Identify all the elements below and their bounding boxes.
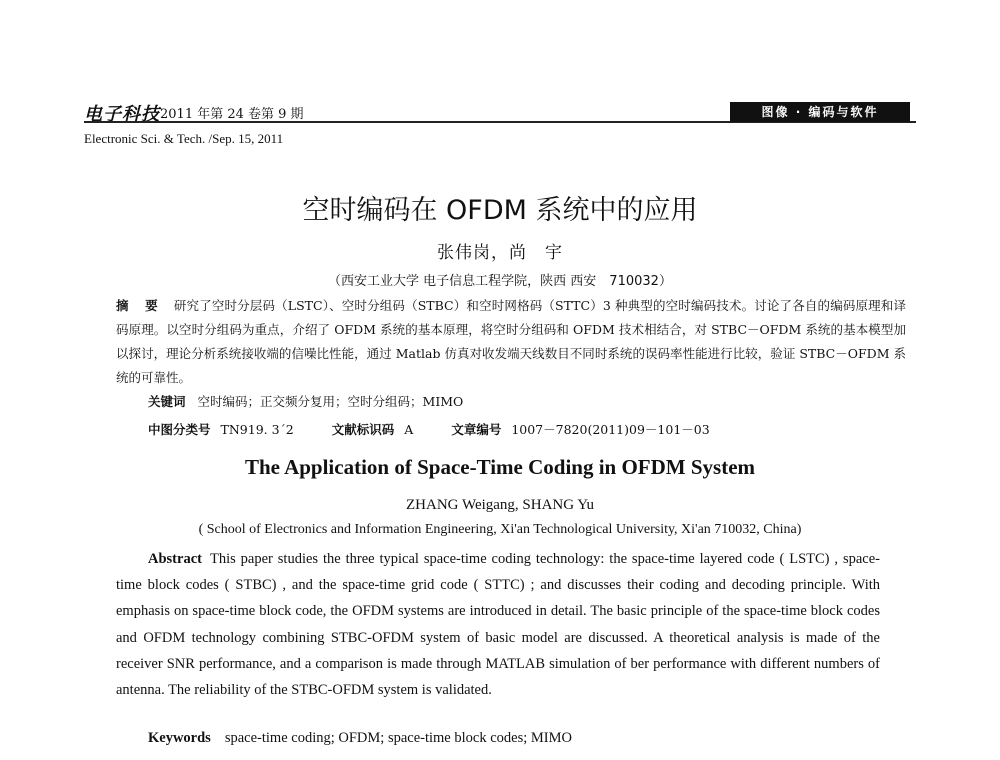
journal-english-name: Electronic Sci. & Tech. /Sep. 15, 2011	[84, 131, 284, 146]
abstract-chinese-text: 研究了空时分层码（LSTC）、空时分组码（STBC）和空时网格码（STTC）3 种典型的空时编码技术。讨论了各自的编码原理和译码原理。以空时分组码为重点，介绍了 OFDM 系统的基本原理，将空时分组码和 OFDM 技术相结合，对 STBC－OFDM 系统的基本模型加以探讨，理论分析系统接收端的信噪比性能，通过 Matlab 仿真对收发端天线数目不同时系统的误码率性能进行比较，验证 STBC－OFDM 系统的可靠性。	[116, 298, 906, 385]
abstract-english	[116, 546, 880, 703]
abstract-chinese	[116, 294, 906, 390]
affiliation-chinese: （西安工业大学 电子信息工程学院，陕西 西安 710032）	[328, 274, 672, 289]
keywords-english	[148, 730, 572, 747]
classification-line	[148, 420, 710, 438]
issue-info: 2011 年第 24 卷第 9 期	[160, 107, 304, 122]
abstract-english-text: This paper studies the three typical space-time coding technology: the space-time layered code ( LSTC) , space-time block codes ( STBC) , and the space-time grid code ( STTC) ; and discusses their coding and decoding principle. With emphasis on space-time block code, the OFDM systems are introduced in detail. The basic principle of the space-time block codes and OFDM technology combining STBC-OFDM system of basic model are discussed. A theoretical analysis is made of the receiver SNR performance, and a comparison is made through MATLAB simulation of ber performance with different numbers of antenna. The reliability of the STBC-OFDM system is validated.	[116, 551, 880, 699]
authors-chinese: 张伟岗，尚 宇	[437, 243, 563, 263]
keywords-chinese	[148, 392, 463, 410]
clc-label: 中图分类号	[148, 422, 211, 437]
keywords-chinese-text: 空时编码；正交频分复用；空时分组码；MIMO	[197, 394, 464, 409]
keywords-chinese-label: 关键词	[148, 394, 186, 409]
article-number-label: 文章编号	[451, 422, 502, 437]
doc-code-label: 文献标识码	[331, 422, 395, 437]
keywords-english-label: Keywords	[148, 730, 211, 746]
title-chinese: 空时编码在 OFDM 系统中的应用	[302, 195, 698, 226]
abstract-english-label: Abstract	[148, 551, 202, 567]
section-tag: 图像 · 编码与软件	[730, 102, 910, 122]
keywords-english-text: space-time coding; OFDM; space-time block codes; MIMO	[224, 730, 572, 746]
doc-code-value: A	[404, 422, 414, 437]
title-english: The Application of Space-Time Coding in OFDM System	[244, 455, 756, 479]
authors-english: ZHANG Weigang, SHANG Yu	[406, 497, 594, 513]
abstract-chinese-label: 摘 要	[116, 298, 164, 313]
affiliation-english: ( School of Electronics and Information Engineering, Xi'an Technological University, Xi'an 710032, China)	[198, 522, 802, 537]
journal-logo: 电子科技	[84, 104, 160, 125]
article-number-value: 1007－7820(2011)09－101－03	[511, 422, 710, 437]
clc-value: TN919. 3ˊ2	[220, 422, 294, 437]
